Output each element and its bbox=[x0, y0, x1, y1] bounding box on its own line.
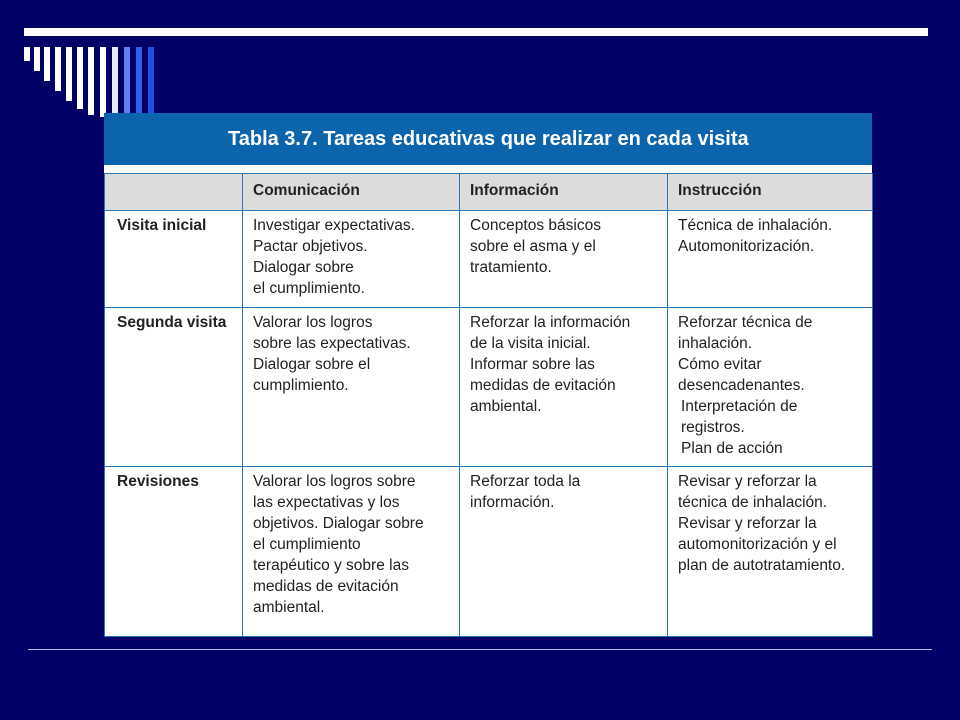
cell-line: automonitorización y el bbox=[678, 536, 837, 553]
cell-informacion bbox=[460, 211, 668, 308]
cell-line: sobre las expectativas. bbox=[253, 335, 411, 352]
education-tasks-table bbox=[104, 173, 873, 637]
header-instruccion: Instrucción bbox=[668, 174, 873, 211]
cell-line: plan de autotratamiento. bbox=[678, 557, 846, 574]
table-title: Tabla 3.7. Tareas educativas que realizar en cada visita bbox=[104, 113, 872, 165]
top-rule bbox=[24, 28, 928, 36]
table-row bbox=[105, 211, 873, 308]
cell-line: Dialogar sobre el bbox=[253, 356, 371, 373]
cell-line: Revisar y reforzar la bbox=[678, 515, 817, 532]
cell-line: desencadenantes. bbox=[678, 377, 805, 394]
cell-line: ambiental. bbox=[253, 599, 325, 616]
cell-line: el cumplimiento bbox=[253, 536, 361, 553]
cell-line: Pactar objetivos. bbox=[253, 238, 368, 255]
row-label: Visita inicial bbox=[105, 211, 243, 308]
cell-comunicacion bbox=[243, 467, 460, 637]
cell-line: Cómo evitar bbox=[678, 356, 762, 373]
cell-line: Revisar y reforzar la bbox=[678, 473, 817, 490]
cell-line: Informar sobre las bbox=[470, 356, 595, 373]
cell-instruccion bbox=[668, 308, 873, 467]
cell-line: sobre el asma y el bbox=[470, 238, 596, 255]
header-informacion: Información bbox=[460, 174, 668, 211]
cell-line: terapéutico y sobre las bbox=[253, 557, 409, 574]
cell-line: objetivos. Dialogar sobre bbox=[253, 515, 424, 532]
cell-line: Valorar los logros bbox=[253, 314, 373, 331]
cell-line: Reforzar toda la bbox=[470, 473, 581, 490]
cell-line: ambiental. bbox=[470, 398, 542, 415]
cell-line: medidas de evitación bbox=[470, 377, 616, 394]
table-row bbox=[105, 308, 873, 467]
cell-comunicacion bbox=[243, 211, 460, 308]
header-blank bbox=[105, 174, 243, 211]
cell-line: Reforzar técnica de bbox=[678, 314, 813, 331]
cell-line: Reforzar la información bbox=[470, 314, 631, 331]
row-label: Revisiones bbox=[105, 467, 243, 637]
cell-line: Técnica de inhalación. bbox=[678, 217, 833, 234]
cell-informacion bbox=[460, 308, 668, 467]
cell-line: el cumplimiento. bbox=[253, 280, 365, 297]
cell-line: Dialogar sobre bbox=[253, 259, 354, 276]
cell-line: Valorar los logros sobre bbox=[253, 473, 416, 490]
cell-line: Plan de acción bbox=[681, 440, 783, 457]
cell-line: información. bbox=[470, 494, 555, 511]
cell-line: cumplimiento. bbox=[253, 377, 349, 394]
cell-line: Interpretación de bbox=[681, 398, 798, 415]
row-label: Segunda visita bbox=[105, 308, 243, 467]
table-figure bbox=[104, 113, 872, 637]
header-comunicacion: Comunicación bbox=[243, 174, 460, 211]
cell-line: Conceptos básicos bbox=[470, 217, 601, 234]
cell-instruccion bbox=[668, 467, 873, 637]
cell-informacion bbox=[460, 467, 668, 637]
cell-line: tratamiento. bbox=[470, 259, 552, 276]
header-row bbox=[105, 174, 873, 211]
bottom-rule bbox=[28, 649, 932, 650]
table-row bbox=[105, 467, 873, 637]
cell-line: registros. bbox=[681, 419, 745, 436]
cell-line: Investigar expectativas. bbox=[253, 217, 415, 234]
cell-line: las expectativas y los bbox=[253, 494, 400, 511]
cell-line: de la visita inicial. bbox=[470, 335, 591, 352]
cell-line: medidas de evitación bbox=[253, 578, 399, 595]
cell-line: técnica de inhalación. bbox=[678, 494, 828, 511]
decorative-stripes bbox=[24, 47, 164, 123]
cell-instruccion bbox=[668, 211, 873, 308]
cell-line: inhalación. bbox=[678, 335, 753, 352]
cell-line: Automonitorización. bbox=[678, 238, 815, 255]
cell-comunicacion bbox=[243, 308, 460, 467]
